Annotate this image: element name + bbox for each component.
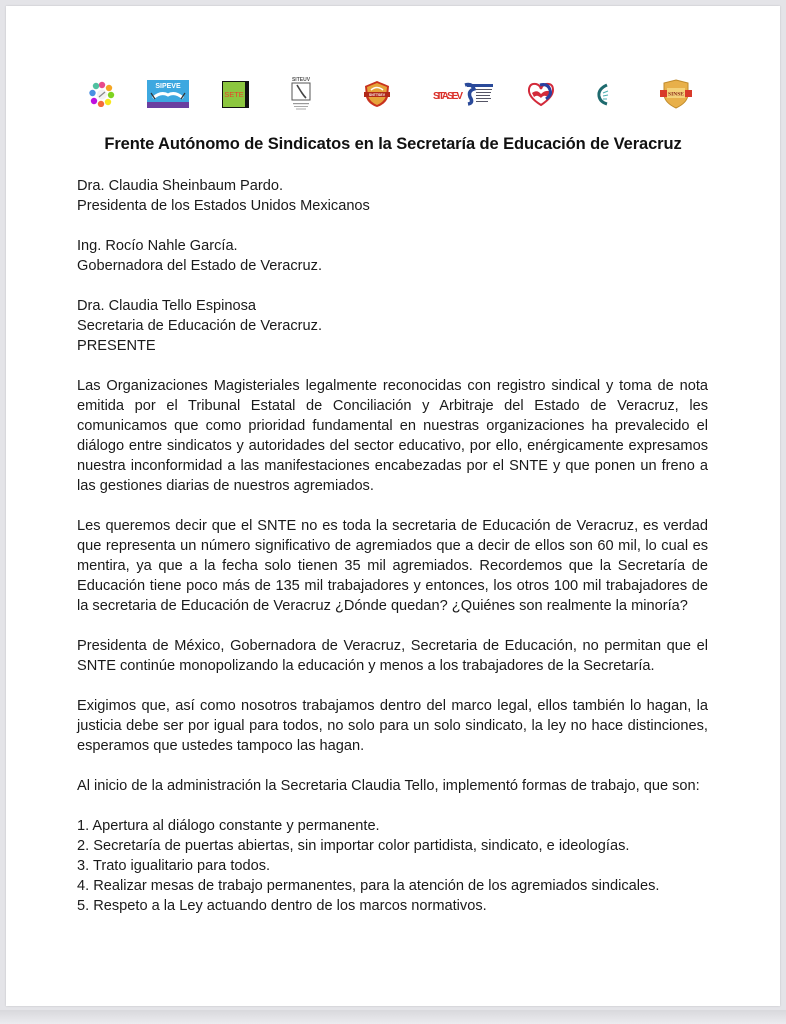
recipient-position: Gobernadora del Estado de Veracruz. bbox=[77, 258, 323, 274]
document-title: Frente Autónomo de Sindicatos en la Secretaría de Educación de Veracruz bbox=[104, 135, 682, 153]
colorful-gears-logo bbox=[88, 76, 116, 112]
paragraph-3: Presidenta de México, Gobernadora de Veracruz, Secretaria de Educación, no permitan que el SNTE continúe monopolizando la educación y menos a los trabajadores de la Secretaría. bbox=[77, 638, 708, 674]
sete-logo bbox=[221, 76, 249, 112]
recipient-position: Secretaria de Educación de Veracruz. bbox=[77, 318, 322, 334]
red-shield-logo bbox=[361, 76, 393, 112]
paragraph-5: Al inicio de la administración la Secretaria Claudia Tello, implementó formas de trabajo, que son: bbox=[77, 778, 700, 794]
list-item: 2. Secretaría de puertas abiertas, sin importar color partidista, sindicato, e ideologías. bbox=[77, 838, 630, 854]
svg-text:SITASEV: SITASEV bbox=[433, 91, 463, 102]
list-item: 3. Trato igualitario para todos. bbox=[77, 858, 271, 874]
paragraph-2: Les queremos decir que el SNTE no es toda la secretaria de Educación de Veracruz, es verdad que representa un número significativo de agremiados que a decir de ellos son 60 mil, lo cual es mentira, ya que a la fecha solo tienen 35 mil agremiados. Recordemos que la Secretaría de Educación tiene poco más de 135 mil trabajadores y entonces, los otros 100 mil trabajadores de la secretaria de Educación de Veracruz ¿Dónde quedan? ¿Quiénes son realmente la minoría? bbox=[77, 518, 708, 614]
list-item: 1. Apertura al diálogo constante y permanente. bbox=[77, 818, 380, 834]
sipeve-logo bbox=[147, 76, 189, 112]
recipient-position: Presidenta de los Estados Unidos Mexicanos bbox=[77, 198, 370, 214]
work-principles-list bbox=[77, 816, 708, 916]
letter-body bbox=[77, 176, 708, 916]
page-bottom-edge bbox=[0, 1010, 786, 1024]
recipient-name: Ing. Rocío Nahle García. bbox=[77, 238, 238, 254]
recipient-3 bbox=[77, 296, 708, 356]
svg-text:SETE: SETE bbox=[223, 89, 244, 99]
svg-text:SNTTSEV: SNTTSEV bbox=[368, 93, 386, 97]
recipient-2 bbox=[77, 236, 708, 276]
svg-text:SINSE: SINSE bbox=[668, 91, 684, 98]
recipient-1 bbox=[77, 176, 708, 216]
presente-label: PRESENTE bbox=[77, 338, 156, 354]
list-item: 5. Respeto a la Ley actuando dentro de los marcos normativos. bbox=[77, 898, 487, 914]
sinse-logo bbox=[659, 76, 693, 112]
union-logos-row bbox=[0, 76, 786, 116]
recipient-name: Dra. Claudia Tello Espinosa bbox=[77, 298, 257, 314]
svg-text:SIPEVE: SIPEVE bbox=[155, 83, 181, 90]
siteuv-logo bbox=[286, 76, 316, 112]
heart-hands-logo bbox=[526, 76, 556, 112]
list-item: 4. Realizar mesas de trabajo permanentes, para la atención de los agremiados sindicales. bbox=[77, 878, 660, 894]
teal-c-logo bbox=[593, 76, 613, 112]
paragraph-4: Exigimos que, así como nosotros trabajamos dentro del marco legal, ellos también lo hagan, la justicia debe ser por igual para todos, no solo para un solo sindicato, la ley no hace distinciones, esperamos que ustedes tampoco las hagan. bbox=[77, 698, 708, 754]
recipient-name: Dra. Claudia Sheinbaum Pardo. bbox=[77, 178, 284, 194]
sitasev-logo bbox=[432, 76, 494, 112]
svg-text:SITEUV: SITEUV bbox=[291, 77, 311, 83]
paragraph-1: Las Organizaciones Magisteriales legalmente reconocidas con registro sindical y toma de nota emitida por el Tribunal Estatal de Conciliación y Arbitraje del Estado de Veracruz, les comunicamos que como prioridad fundamental en nuestras organizaciones ha prevalecido el diálogo entre sindicatos y autoridades del sector educativo, por ello, enérgicamente expresamos nuestra inconformidad a las manifestaciones encabezadas por el SNTE y que ponen un freno a las gestiones diarias de nuestros agremiados. bbox=[77, 378, 708, 494]
